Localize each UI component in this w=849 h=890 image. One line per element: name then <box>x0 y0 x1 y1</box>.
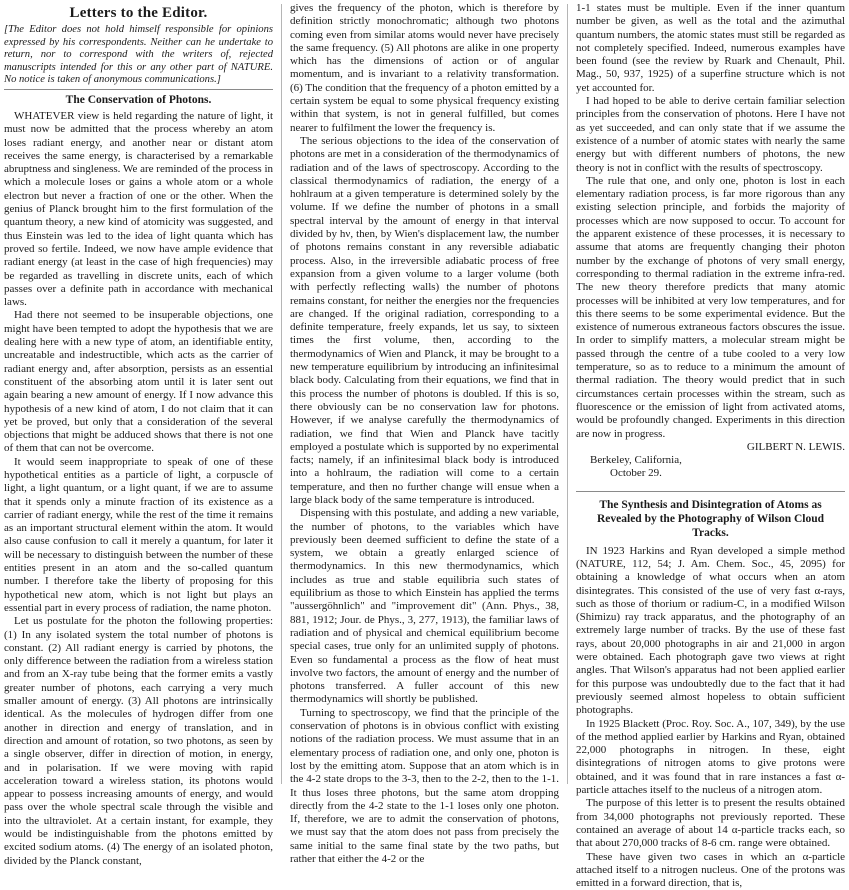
paragraph: The purpose of this letter is to present the results obtained from 34,000 photographs not previously reported. These contained an average of about 14 α-particle tracks each, so that about 270,000 tracks of 8-6 cm. range were obtained. <box>576 797 846 850</box>
paragraph: The serious objections to the idea of the conservation of photons are met in a consideration of the thermodynamics of radiation and of the laws of spectroscopy. According to the classical thermodynamics of radiation, the energy of a hohlraum at a given temperature is determined solely by the volume. If we define the number of photons in a small spectral interval by the amount of energy in that interval divided by hν, then, by Wien's displacement law, the number of photons remains constant in any reversible adiabatic process. Also, in the irreversible adiabatic process of free expansion from a given volume to a larger volume (both with perfectly reflecting walls) the number of photons remains constant, for neither the energies nor the frequencies are changed. If the original radiation, corresponding to a definite temperature, freely expands, let us say, to sixteen times the first volume, then, according to the thermodynamics of Wien and Planck, it may be brought to a new temperature equilibrium by introducing an infinitesimal black body. Calculating from their equations, we find that in this process the number of photons is doubled. If this is so, there obviously can be no conservation law for photons. However, if we analyse carefully the thermodynamics of radiation, we find that Wien and Planck have tacitly employed a postulate which is supported by no experimental facts; namely, if an infinitesimal black body is introduced into a hohlraum, the radiation will come to a certain temperature, and then no further change will ensue when a large black body of the same temperature is introduced. <box>290 134 560 506</box>
paragraph: 1-1 states must be multiple. Even if the inner quantum number be given, as well as the total and the azimuthal quantum numbers, the atomic states must still be regarded as not completely specified. Indeed, numerous examples have been found (see the review by Ruark and Chenault, Phil. Mag., 50, 937, 1925) of a superfine structure which is not yet accounted for. <box>576 2 846 94</box>
paragraph: The rule that one, and only one, photon is lost in each elementary radiation process, is far more rigorous than any existing selection principle, and forbids the majority of processes which are now supposed to occur. To account for the apparent existence of these processes, it is necessary to assume that atoms are frequently changing their photon number by the exchange of photons of very small energy, corresponding to thermal radiation in the extreme infra-red. The new theory therefore predicts that many atomic processes will be inhibited at very low temperatures, and for this there seems to be some experimental evidence. But the existence of numerous extraneous factors obscures the issue. In order to simplify matters, a molecular stream might be passed through the centre of a tube cooled to a very low temperature, so as to reduce to a minimum the amount of thermal radiation. The theory would predict that in such circumstances certain processes within the stream, such as fluorescence or the emission of light from activated atoms, would be profoundly changed. Experiments in this direction are now in progress. <box>576 174 846 440</box>
signature: GILBERT N. LEWIS. <box>746 440 846 453</box>
letter-1-title: The Conservation of Photons. <box>65 93 212 106</box>
column-divider <box>567 4 568 784</box>
paragraph: IN 1923 Harkins and Ryan developed a simple method (NATURE, 112, 54; J. Am. Chem. Soc., 45, 2095) for obtaining a knowledge of what occurs when an atom disintegrates. This consisted of the use of very fast α-rays, such as those of thorium or radium-C, in a modified Wilson (Shimizu) ray track apparatus, and the photography of an extremely large number of tracks. By the use of these fast rays, about 20,000 photographs in air and 21,000 in argon were obtained. Each photograph gave two views at right angles. That Wilson's apparatus had not been applied earlier for this purpose was undoubtedly due to the fact that it had previously seemed almost hopeless to obtain sufficient photographs. <box>576 544 846 717</box>
letter-2-title: The Synthesis and Disintegration of Atoms as Revealed by the Photography of Wilson Cloud Tracks. <box>596 498 825 539</box>
address-line: Berkeley, California, <box>590 454 682 467</box>
column-3 <box>576 2 846 890</box>
editor-note: [The Editor does not hold himself responsible for opinions expressed by his correspondents. Neither can he undertake to return, nor to correspond with the writers of, rejected manuscripts intended for this or any other part of NATURE. No notice is taken of anonymous communications.] <box>4 24 273 90</box>
column-2 <box>290 2 560 865</box>
paragraph: It would seem inappropriate to speak of one of these hypothetical entities as a particle of light, a corpuscle of light, a light quantum, or a light quant, if we are to assume that it spends only a minute fraction of its existence as a carrier of radiant energy, while the rest of the time it remains as an important structural element within the atom. It would also cause confusion to call it merely a quantum, for later it will be necessary to distinguish between the number of these entities present in an atom and the so-called quantum number. I therefore take the liberty of proposing for this hypothetical new atom, which is not light but plays an essential part in every process of radiation, the name photon. <box>4 455 274 614</box>
paragraph: Dispensing with this postulate, and adding a new variable, the number of photons, to the variables which have previously been deemed sufficient to define the state of a system, we obtain a greatly enlarged science of thermodynamics. In this new thermodynamics, which includes as true and stable equilibria such states of equilibrium as those to which Einstein has applied the terms "aussergöhnlich" and "improvement dit" (Ann. Phys., 38, 881, 1912; Jour. de Phys., 3, 277, 1913), the familiar laws of radiation and of physical and chemical equilibrium become special cases, true only for an unlimited supply of photons. Even so fundamental a process as the flow of heat must involve two factors, the amount of energy and the number of photons transferred. A fuller account of this new thermodynamics will shortly be published. <box>290 507 560 706</box>
masthead: Letters to the Editor. <box>69 5 208 21</box>
journal-page <box>4 2 846 890</box>
paragraph: Let us postulate for the photon the following properties: (1) In any isolated system the total number of photons is constant. (2) All radiant energy is carried by photons, the only difference between the radiation from a wireless station and from an X-ray tube being that the former emits a vastly greater number of photons, each carrying a very much smaller amount of energy. (3) All photons are intrinsically identical. As the molecules of hydrogen differ from one another in direction and energy of translation, and in direction and amount of rotation, so two photons, as seen by a single observer, differ in direction of motion, in energy, and in polarisation. If we were moving with rapid acceleration toward a wireless station, its photons would appear to possess increasing amounts of energy, and would pass over the whole spectral scale through the visible and into the ultraviolet. At a certain instant, for example, they would be indistinguishable from the photons emitted by excited sodium atoms. (4) The energy of an isolated photon, divided by the Planck constant, <box>4 615 274 867</box>
column-divider <box>281 4 282 784</box>
paragraph: These have given two cases in which an α-particle attached itself to a nitrogen nucleus. One of the protons was emitted in a forward direction, that is, <box>576 850 846 890</box>
column-1 <box>4 2 274 867</box>
paragraph: In 1925 Blackett (Proc. Roy. Soc. A., 107, 349), by the use of the method applied earlier by Harkins and Ryan, obtained 22,000 photographs in nitrogen. In these, eight disintegrations of nitrogen atoms to give protons were obtained, and it was found that in rare instances a fast α-particle attaches itself to the nucleus of a nitrogen atom. <box>576 717 846 797</box>
article-separator <box>576 491 845 492</box>
paragraph: Had there not seemed to be insuperable objections, one might have been tempted to adopt the hypothesis that we are dealing here with a new type of atom, an identifiable entity, uncreatable and indestructible, which acts as the carrier of radiant energy and, after absorption, persists as an essential constituent of the absorbing atom until it is later sent out again bearing a new amount of energy. If I now advance this hypothesis of a new kind of atom, I do not claim that it can yet be proved, but only that a consideration of the several objections that might be adduced shows that there is not one of them that can not be overcome. <box>4 309 274 455</box>
paragraph: WHATEVER view is held regarding the nature of light, it must now be admitted that the process whereby an atom loses radiant energy, and another near or distant atom receives the same energy, is characterised by a remarkable abruptness and singleness. We are reminded of the process in which a molecule loses or gains a whole atom or a whole electron but never a fraction of one or the other. When the genius of Planck brought him to the first formulation of the quantum theory, a new kind of atomicity was suggested, and thus Einstein was led to the idea of light quanta which has proved so fertile. Indeed, we now have ample evidence that radiant energy (at least in the case of high frequencies) may be regarded as travelling in discrete units, each of which passes over a definite path in accordance with mechanical laws. <box>4 109 274 309</box>
date-line: October 29. <box>610 467 662 480</box>
paragraph: Turning to spectroscopy, we find that the principle of the conservation of photons is in obvious conflict with existing notions of the radiation process. We must assume that in an elementary process of radiation one, and only one, photon is lost by the emitting atom. Suppose that an atom which is in the 4-2 state drops to the 3-3, then to the 2-2, then to the 1-1. It thus loses three photons, but the same atom dropping directly from the 4-2 state to the 1-1 loses only one photon. If, therefore, we are to admit the conservation of photons, we must say that the atom does not pass from precisely the same initial to the same final state by the two paths, but rather that either the 4-2 or the <box>290 706 560 865</box>
paragraph: I had hoped to be able to derive certain familiar selection principles from the conservation of photons. Here I have not as yet succeeded, and can only state that if we assume the existence of a number of atomic states with nearly the same energy but with different numbers of photons, the new theory is not in conflict with the results of spectroscopy. <box>576 95 846 174</box>
paragraph: gives the frequency of the photon, which is therefore by definition strictly monochromatic; although two photons coming even from similar atoms would never have precisely the same frequency. (5) All photons are alike in one property which has the dimensions of action or of angular momentum, and is invariant to a relativity transformation. (6) The condition that the frequency of a photon emitted by a certain system be equal to some physical frequency existing within that system, is not in general fulfilled, but comes nearer to fulfilment the lower the frequency is. <box>290 2 560 134</box>
